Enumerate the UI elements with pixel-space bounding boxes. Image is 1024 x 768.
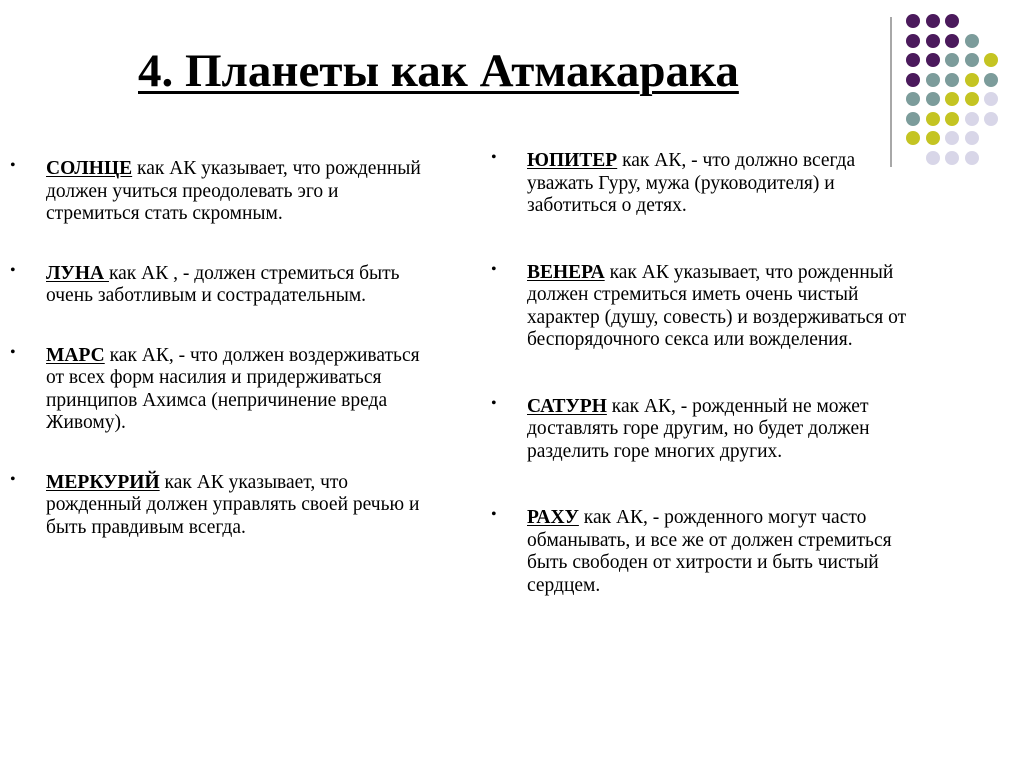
- decorative-dot: [984, 53, 998, 67]
- planet-name: РАХУ: [527, 507, 579, 528]
- decorative-dot: [926, 131, 940, 145]
- decorative-dot: [926, 112, 940, 126]
- decorative-dot: [965, 92, 979, 106]
- decorative-dot: [945, 151, 959, 165]
- decorative-dot: [945, 34, 959, 48]
- decorative-dot: [926, 14, 940, 28]
- decorative-dot: [906, 73, 920, 87]
- decorative-dot: [984, 112, 998, 126]
- decorative-dot: [965, 34, 979, 48]
- planet-name: МАРС: [46, 344, 105, 366]
- decorative-dot: [926, 73, 940, 87]
- item-text: как АК , - должен стремиться быть очень заботливым и сострадательным.: [46, 262, 400, 306]
- list-item-moon: [10, 263, 430, 308]
- decorative-dot: [965, 53, 979, 67]
- item-text: как АК, - что должно всегда уважать Гуру, мужа (руководителя) и заботиться о детях.: [527, 150, 856, 216]
- item-text: как АК указывает, что рожденный должен управлять своей речью и быть правдивым всегда.: [46, 471, 420, 538]
- decorative-dot: [926, 34, 940, 48]
- list-item-sun: [10, 158, 430, 226]
- bullet-icon: •: [10, 343, 16, 361]
- planet-name: СОЛНЦЕ: [46, 158, 133, 179]
- decorative-dot: [965, 73, 979, 87]
- bullet-icon: •: [491, 260, 497, 278]
- bullet-icon: •: [491, 506, 497, 523]
- decorative-dot: [984, 73, 998, 87]
- bullet-icon: •: [491, 149, 497, 166]
- item-text: как АК, - что должен воздерживаться от всех форм насилия и придерживаться принципов Ахимса (непричинение вреда Живому).: [46, 344, 420, 433]
- decorative-dot: [906, 131, 920, 145]
- slide-title: 4. Планеты как Атмакарака: [138, 45, 739, 97]
- decorative-dot: [906, 92, 920, 106]
- list-item-venus: [491, 262, 911, 352]
- item-text: как АК указывает, что рожденный должен стремиться иметь очень чистый характер (душу, совесть) и воздерживаться от беспорядочного секса или вожделения.: [527, 261, 907, 350]
- list-item-saturn: [491, 396, 911, 464]
- decorative-dot: [945, 14, 959, 28]
- list-item-mercury: [10, 472, 430, 540]
- planet-name: ЛУНА: [46, 262, 109, 284]
- decorative-dot: [926, 151, 940, 165]
- decorative-dot: [945, 112, 959, 126]
- decorative-dot: [906, 14, 920, 28]
- item-text: как АК, - рожденного могут часто обманывать, и все же от должен стремиться быть свободен от хитрости и быть чистый сердцем.: [527, 507, 892, 596]
- decorative-dot: [945, 53, 959, 67]
- list-item-jupiter: [491, 150, 911, 218]
- item-text: как АК указывает, что рожденный должен учиться преодолевать эго и стремиться стать скромным.: [46, 158, 421, 224]
- left-column: [10, 158, 430, 576]
- decorative-dot: [984, 92, 998, 106]
- list-item-mars: [10, 345, 430, 435]
- planet-name: САТУРН: [527, 395, 607, 417]
- bullet-icon: •: [491, 394, 497, 412]
- decorative-dot: [906, 112, 920, 126]
- list-item-rahu: [491, 507, 911, 597]
- decorative-dot: [926, 53, 940, 67]
- planet-name: ЮПИТЕР: [527, 150, 618, 171]
- bullet-icon: •: [10, 470, 16, 488]
- item-text: как АК, - рожденный не может доставлять горе другим, но будет должен разделить горе многих других.: [527, 395, 870, 462]
- decorative-dot: [965, 131, 979, 145]
- decorative-dot: [906, 34, 920, 48]
- decorative-dot: [945, 92, 959, 106]
- decorative-dot: [906, 53, 920, 67]
- decorative-dot: [926, 92, 940, 106]
- planet-name: ВЕНЕРА: [527, 261, 605, 283]
- right-column: [491, 150, 911, 641]
- planet-name: МЕРКУРИЙ: [46, 471, 160, 493]
- bullet-icon: •: [10, 157, 16, 174]
- decorative-dot: [945, 131, 959, 145]
- decorative-dot: [945, 73, 959, 87]
- decorative-dot: [965, 151, 979, 165]
- decorative-vertical-line: [890, 17, 892, 167]
- bullet-icon: •: [10, 261, 16, 279]
- decorative-dot: [965, 112, 979, 126]
